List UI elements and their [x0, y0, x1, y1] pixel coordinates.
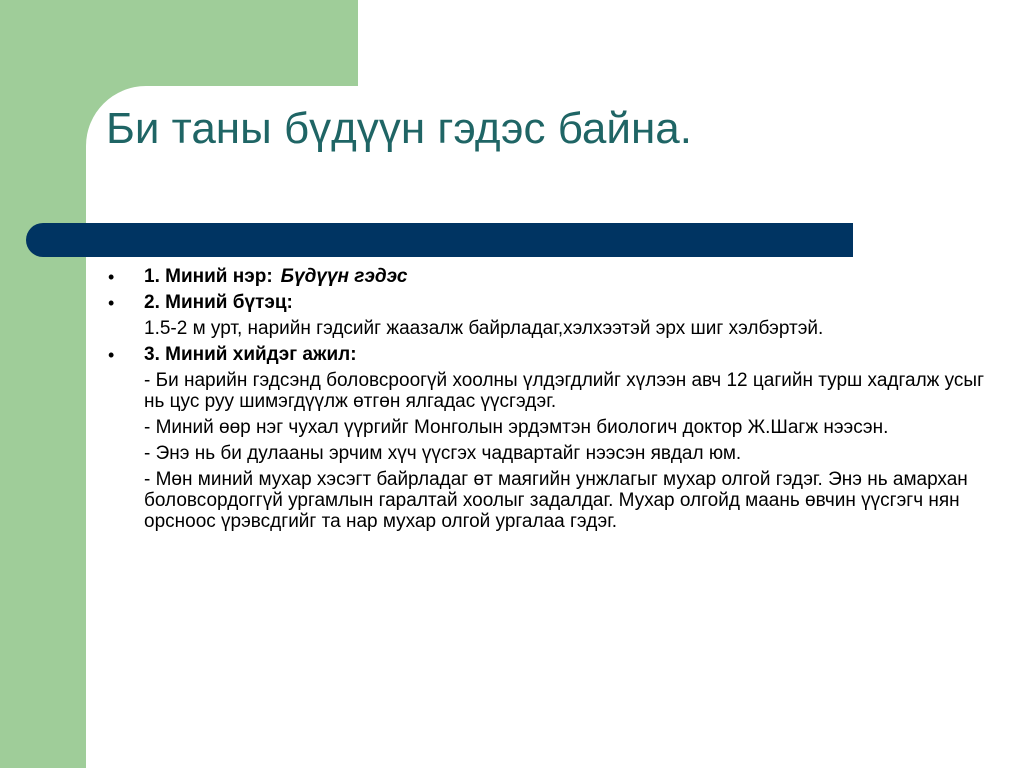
function-paragraph-3: - Энэ нь би дулааны эрчим хүч үүсгэх чадвартайг нээсэн явдал юм. [144, 443, 742, 464]
slide-body [108, 266, 988, 532]
structure-description: 1.5-2 м урт, нарийн гэдсийг жаазалж байрладаг,хэлхээтэй эрх шиг хэлбэртэй. [144, 318, 824, 339]
bullet-icon: • [108, 293, 115, 313]
name-heading: 1. Миний нэр: [144, 266, 273, 287]
bullet-item-structure [108, 292, 988, 313]
function-paragraph-2: - Миний өөр нэг чухал үүргийг Монголын эрдэмтэн биологич доктор Ж.Шагж нээсэн. [144, 417, 889, 438]
function-heading: 3. Миний хийдэг ажил: [144, 344, 357, 365]
name-value: Бүдүүн гэдэс [280, 266, 408, 287]
function-paragraph-1: - Би нарийн гэдсэнд боловсроогүй хоолны үлдэгдлийг хүлээн авч 12 цагийн турш хадгалж усыг нь цус руу шимэгдүүлж өтгөн ялгадас үүсгэдэг. [144, 370, 985, 412]
bullet-icon: • [108, 345, 115, 365]
bullet-item-name [108, 266, 988, 287]
function-paragraph-4: - Мөн миний мухар хэсэгт байрладаг өт маягийн унжлагыг мухар олгой гэдэг. Энэ нь амархан боловсордоггүй ургамлын гаралтай хоолыг задалдаг. Мухар олгойд маань өвчин үүсгэгч нян орсноос үрэвсдгийг та нар мухар олгой ургалаа гэдэг. [144, 469, 968, 532]
title-divider-bar [26, 223, 853, 257]
bullet-item-function [108, 344, 988, 365]
structure-heading: 2. Миний бүтэц: [144, 292, 293, 313]
slide-title: Би таны бүдүүн гэдэс байна. [106, 104, 692, 153]
bullet-icon: • [108, 267, 115, 287]
